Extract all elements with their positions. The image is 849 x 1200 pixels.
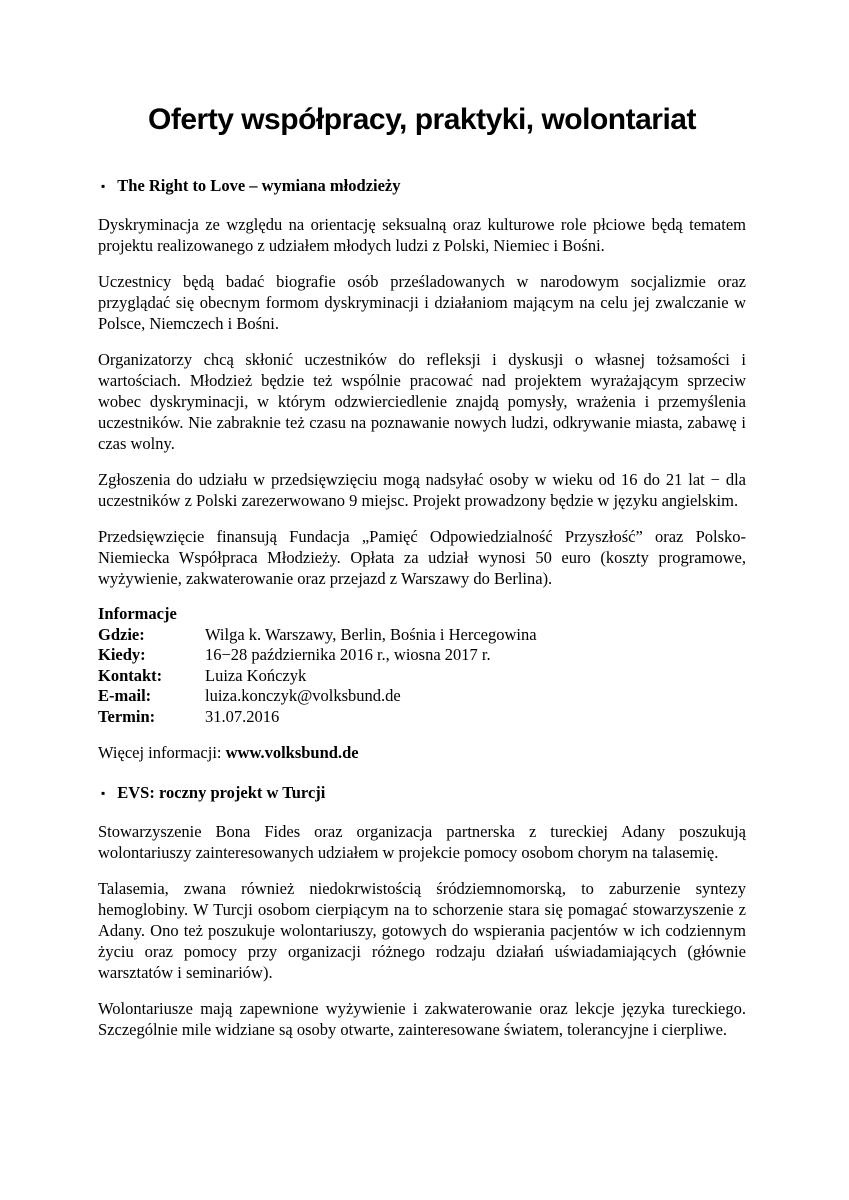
info-block [98, 604, 746, 727]
info-row-kontakt [98, 666, 746, 687]
info-heading: Informacje [98, 604, 177, 623]
section-heading-label: The Right to Love – wymiana młodzieży [117, 176, 401, 195]
section-heading-label: EVS: roczny projekt w Turcji [117, 783, 326, 802]
info-row-termin [98, 707, 746, 728]
info-value-email-address: luiza.konczyk@volksbund.de [205, 686, 401, 705]
info-value-kontakt: Luiza Kończyk [205, 665, 307, 685]
body-paragraph: Uczestnicy będą badać biografie osób prześladowanych w narodowym socjalizmie oraz przyglądać się obecnym formom dyskryminacji i działaniom mającym na celu jej zwalczanie w Polsce, Niemczech i Bośni. [98, 272, 746, 333]
info-row-email [98, 686, 746, 707]
section-heading-right-to-love [98, 175, 746, 198]
page-title: Oferty współpracy, praktyki, wolontariat [148, 103, 696, 136]
info-row-gdzie [98, 625, 746, 646]
info-label-email: E-mail: [98, 686, 152, 705]
info-label-gdzie: Gdzie: [98, 624, 145, 644]
info-value-gdzie: Wilga k. Warszawy, Berlin, Bośnia i Hercegowina [205, 624, 537, 644]
body-paragraph: Dyskryminacja ze względu na orientację seksualną oraz kulturowe role płciowe będą tematem projektu realizowanego z udziałem młodych ludzi z Polski, Niemiec i Bośni. [98, 215, 746, 255]
section-heading-evs [98, 782, 746, 805]
body-paragraph: Stowarzyszenie Bona Fides oraz organizacja partnerska z tureckiej Adany poszukują wolontariuszy zainteresowanych udziałem w projekcie pomocy osobom chorym na talasemię. [98, 822, 746, 862]
more-info-label: Więcej informacji: [98, 743, 226, 762]
body-paragraph: Talasemia, zwana również niedokrwistością śródziemnomorską, to zaburzenie syntezy hemoglobiny. W Turcji osobom cierpiącym na to schorzenie stara się pomagać stowarzyszenie z Adany. Ono też poszukuje wolontariuszy, gotowych do wspierania pacjentów w ich codziennym życiu oraz pomocy przy organizacji różnego rodzaju działań uświadamiających (głównie warsztatów i seminariów). [98, 879, 746, 982]
info-label-kontakt: Kontakt: [98, 665, 163, 685]
body-paragraph: Przedsięwzięcie finansują Fundacja „Pamięć Odpowiedzialność Przyszłość” oraz Polsko-Niemiecka Współpraca Młodzieży. Opłata za udział wynosi 50 euro (koszty programowe, wyżywienie, zakwaterowanie oraz przejazd z Warszawy do Berlina). [98, 527, 746, 588]
square-bullet-icon: ▪ [101, 786, 106, 800]
website-url-text: www.volksbund.de [225, 743, 359, 762]
more-info-line [98, 742, 746, 763]
square-bullet-icon: ▪ [101, 179, 106, 193]
info-row-kiedy [98, 645, 746, 666]
info-value-termin: 31.07.2016 [205, 706, 280, 726]
body-paragraph: Wolontariusze mają zapewnione wyżywienie i zakwaterowanie oraz lekcje języka tureckiego. Szczególnie mile widziane są osoby otwarte, zainteresowane światem, tolerancyjne i cierpliwe. [98, 999, 746, 1039]
body-paragraph: Zgłoszenia do udziału w przedsięwzięciu mogą nadsyłać osoby w wieku od 16 do 21 lat − dla uczestników z Polski zarezerwowano 9 miejsc. Projekt prowadzony będzie w języku angielskim. [98, 470, 746, 510]
info-value-kiedy: 16−28 października 2016 r., wiosna 2017 r. [205, 645, 491, 664]
info-label-kiedy: Kiedy: [98, 645, 146, 664]
info-label-termin: Termin: [98, 706, 156, 726]
body-paragraph: Organizatorzy chcą skłonić uczestników do refleksji i dyskusji o własnej tożsamości i wartościach. Młodzież będzie też wspólnie pracować nad projektem wyrażającym sprzeciw wobec dyskryminacji, w którym odzwierciedlenie znajdą pomysły, wrażenia i przemyślenia uczestników. Nie zabraknie też czasu na poznawanie nowych ludzi, odkrywanie miasta, zabawę i czas wolny. [98, 350, 746, 453]
